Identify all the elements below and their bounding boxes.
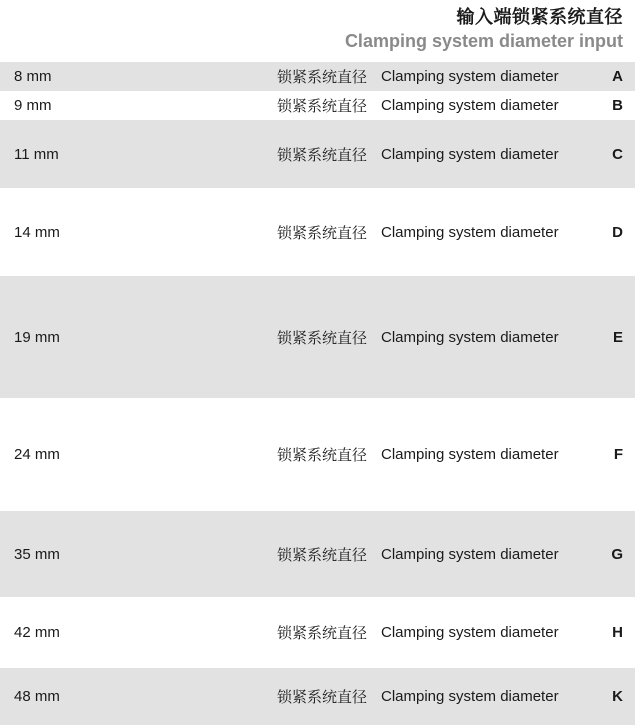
cell-label-en: Clamping system diameter bbox=[381, 688, 559, 705]
cell-size: 24 mm bbox=[14, 446, 60, 463]
cell-size: 35 mm bbox=[14, 545, 60, 563]
cell-label-cn: 锁紧系统直径 bbox=[276, 224, 367, 242]
cell-size: 48 mm bbox=[14, 688, 60, 705]
table-row bbox=[0, 91, 635, 120]
cell-size: 14 mm bbox=[14, 223, 60, 241]
table-row bbox=[0, 62, 635, 91]
cell-size: 42 mm bbox=[14, 624, 60, 641]
cell-label-cn: 锁紧系统直径 bbox=[276, 689, 367, 706]
cell-label-en: Clamping system diameter bbox=[381, 223, 559, 241]
cell-code: C bbox=[612, 145, 623, 163]
table-row bbox=[0, 511, 635, 597]
cell-label-cn: 锁紧系统直径 bbox=[276, 146, 367, 164]
table-row bbox=[0, 668, 635, 725]
cell-code: E bbox=[612, 328, 623, 346]
cell-spacer bbox=[134, 276, 239, 398]
cell-code: A bbox=[612, 68, 623, 85]
cell-label-en: Clamping system diameter bbox=[381, 145, 559, 163]
table-row bbox=[0, 597, 635, 668]
cell-code: H bbox=[612, 624, 623, 641]
cell-spacer bbox=[134, 188, 239, 276]
cell-size: 9 mm bbox=[14, 97, 52, 114]
cell-label-en: Clamping system diameter bbox=[381, 68, 559, 85]
cell-spacer bbox=[134, 398, 239, 511]
clamping-diameter-table bbox=[0, 62, 635, 725]
table-row bbox=[0, 276, 635, 398]
page-title-en: Clamping system diameter input bbox=[344, 30, 623, 51]
cell-label-cn: 锁紧系统直径 bbox=[276, 329, 367, 347]
cell-spacer bbox=[134, 511, 239, 597]
cell-label-en: Clamping system diameter bbox=[381, 328, 559, 346]
page-title-cn: 输入端锁紧系统直径 bbox=[456, 7, 623, 27]
cell-label-cn: 锁紧系统直径 bbox=[276, 546, 367, 564]
cell-label-en: Clamping system diameter bbox=[381, 545, 559, 563]
cell-spacer bbox=[134, 668, 239, 725]
cell-code: K bbox=[612, 688, 623, 705]
cell-label-en: Clamping system diameter bbox=[381, 624, 559, 641]
table-row bbox=[0, 188, 635, 276]
cell-spacer bbox=[134, 62, 239, 91]
cell-label-en: Clamping system diameter bbox=[381, 446, 559, 463]
table-body bbox=[0, 62, 635, 725]
cell-label-cn: 锁紧系统直径 bbox=[276, 447, 367, 464]
cell-code: B bbox=[612, 97, 623, 114]
cell-code: G bbox=[611, 545, 623, 563]
cell-spacer bbox=[134, 120, 239, 188]
cell-code: F bbox=[613, 446, 623, 463]
cell-label-cn: 锁紧系统直径 bbox=[276, 69, 367, 86]
cell-size: 8 mm bbox=[14, 68, 52, 85]
cell-label-cn: 锁紧系统直径 bbox=[276, 625, 367, 642]
table-row bbox=[0, 120, 635, 188]
cell-size: 19 mm bbox=[14, 328, 60, 346]
page-header bbox=[0, 0, 635, 62]
cell-code: D bbox=[612, 223, 623, 241]
cell-label-en: Clamping system diameter bbox=[381, 97, 559, 114]
cell-label-cn: 锁紧系统直径 bbox=[276, 98, 367, 115]
cell-spacer bbox=[134, 597, 239, 668]
table-row bbox=[0, 398, 635, 511]
cell-spacer bbox=[134, 91, 239, 120]
cell-size: 11 mm bbox=[14, 145, 59, 163]
